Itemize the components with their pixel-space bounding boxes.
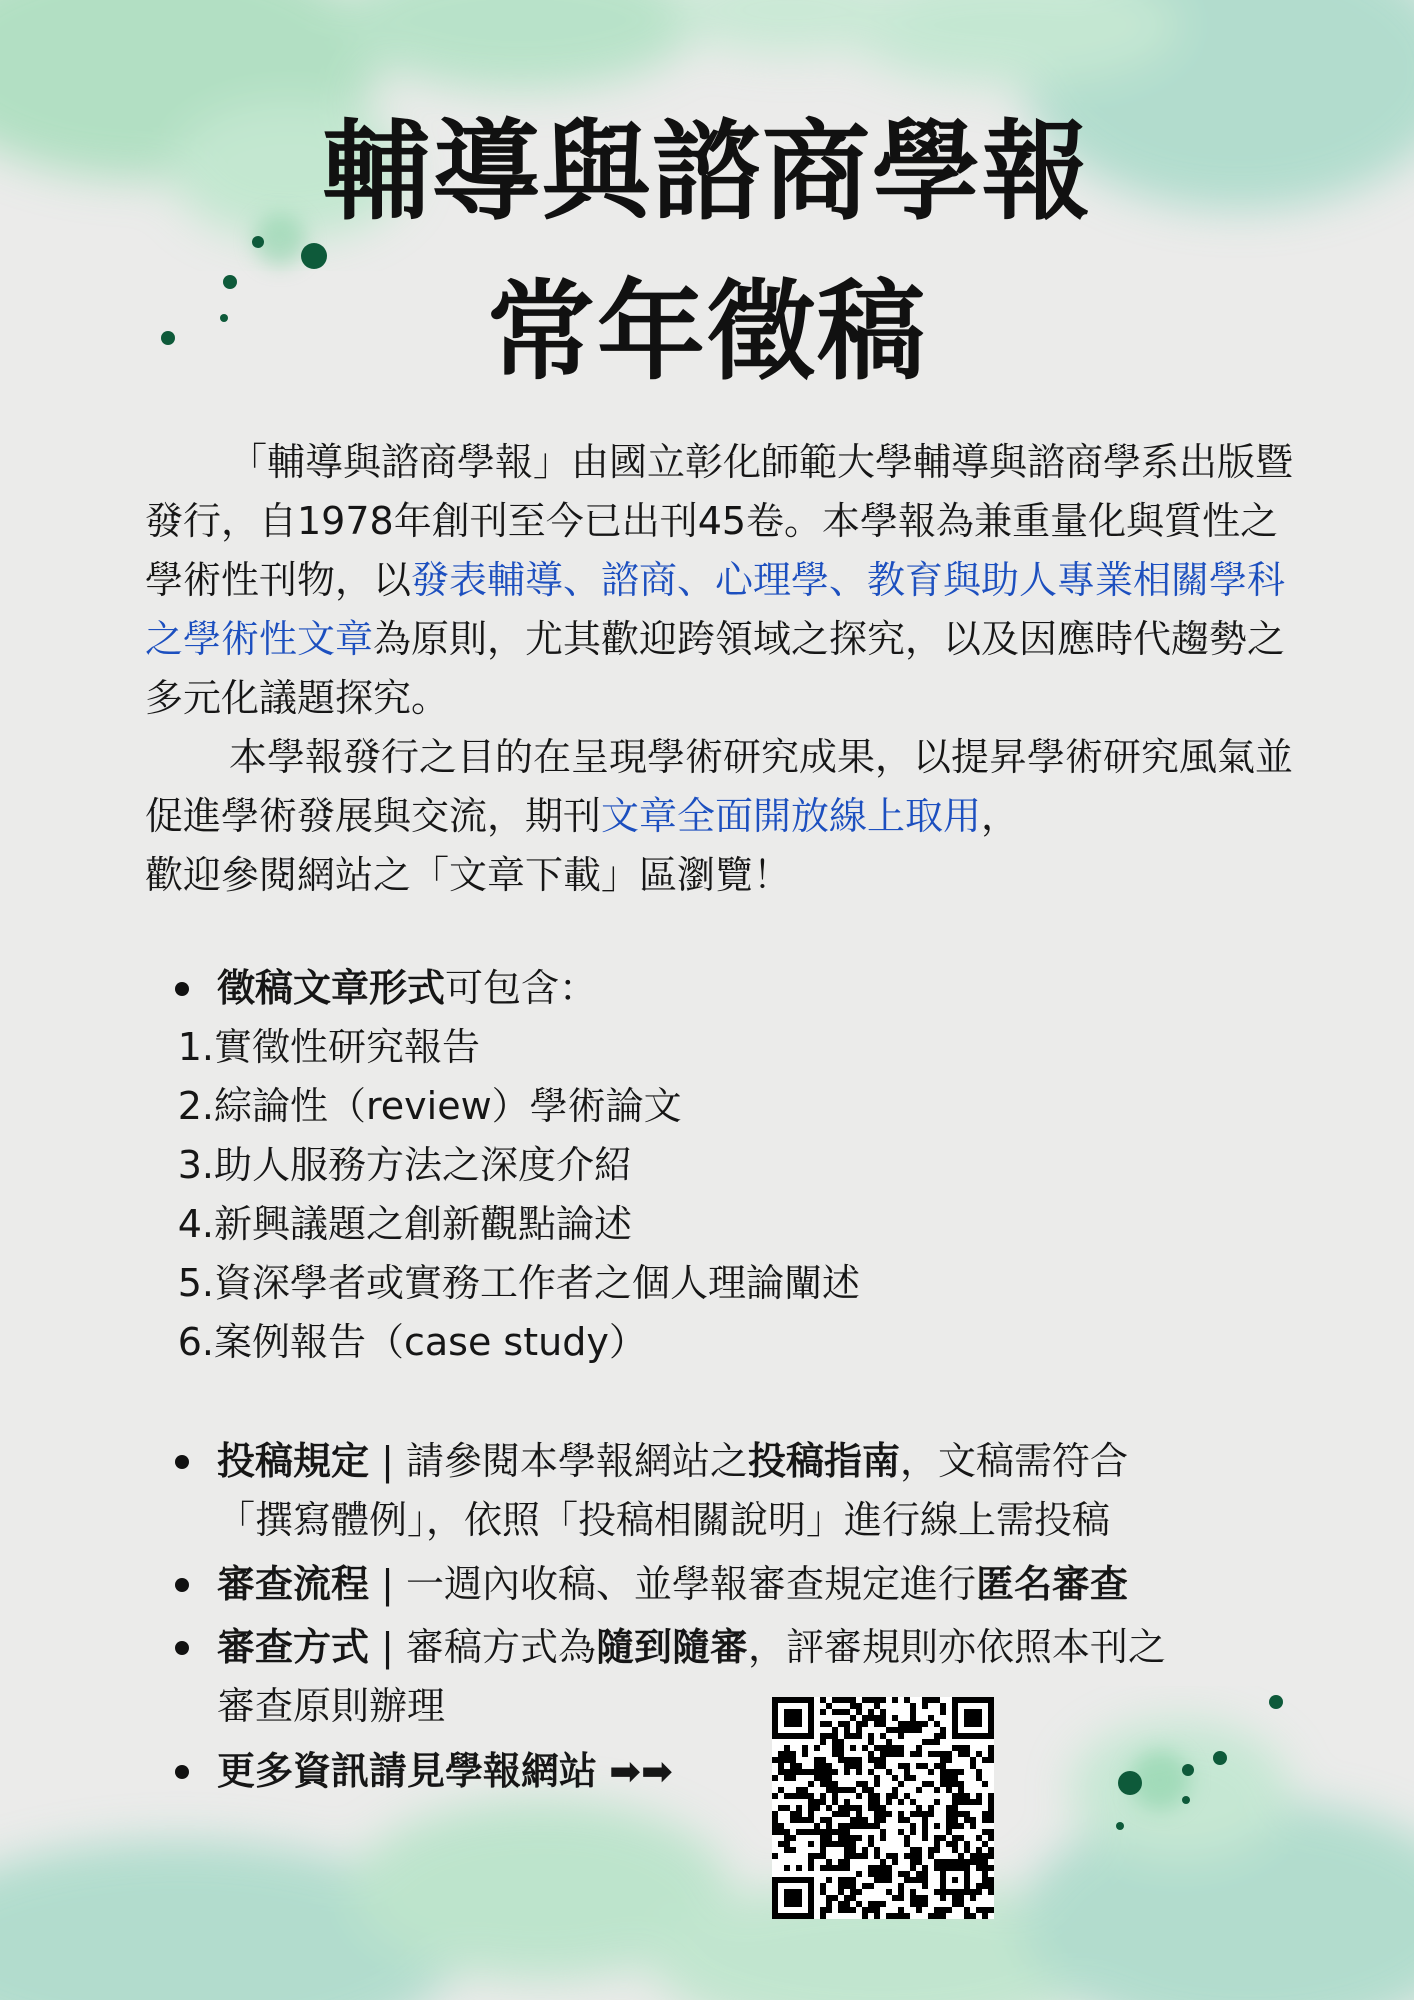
call-for-papers-title: 常年徵稿 (486, 270, 927, 395)
intro-p2-highlight: 文章全面開放線上取用 (601, 794, 982, 838)
review-method-bullet: 審查方式 | 審稿方式為隨到隨審，評審規則亦依照本刊之 (145, 1618, 1166, 1677)
bullet-dot (175, 982, 189, 996)
submission-label: 投稿規定 (217, 1439, 370, 1483)
submission-guide-text: 投稿指南 (748, 1439, 901, 1483)
more-info-label: 更多資訊請見學報網站 (217, 1749, 598, 1793)
review-process-bullet: 審查流程 | 一週內收稿、並學報審查規定進行匿名審查 (145, 1555, 1128, 1614)
forms-list (174, 1018, 860, 1372)
review-method-line2: 審查原則辦理 (217, 1684, 446, 1728)
list-item: 3.助人服務方法之深度介紹 (177, 1143, 633, 1187)
intro-p1-highlight: 發表輔導、諮商、心理學、教育與助人專業相關學科之學術性文章 (145, 558, 1286, 661)
list-item: 6.案例報告（case study） (177, 1320, 647, 1364)
anonymous-review-text: 匿名審查 (976, 1562, 1129, 1606)
submission-rule-bullet: 投稿規定 | 請參閱本學報網站之投稿指南，文稿需符合 (145, 1432, 1128, 1491)
submission-rule-line2: 「撰寫體例」，依照「投稿相關說明」進行線上需投稿 (217, 1498, 1111, 1542)
intro-p2-text-c: 歡迎參閱網站之「文章下載」區瀏覽！ (145, 853, 792, 897)
bullet-dot (175, 1578, 189, 1592)
intro-p1-text-a: 「輔導與諮商學報」由國立彰化師範大學輔導與諮商學系出版暨發行，自1978年創刊至今已出刊45卷。本學報為兼重量化與質性之學術性刊物，以 (145, 440, 1294, 602)
forms-label: 徵稿文章形式 (217, 966, 446, 1010)
intro-p2-text-a: 本學報發行之目的在呈現學術研究成果，以提昇學術研究風氣並促進學術發展與交流，期刊 (145, 735, 1294, 838)
intro-p1-text-b: 為原則，尤其歡迎跨領域之探究，以及因應時代趨勢之多元化議題探究。 (145, 617, 1286, 720)
rolling-review-text: 隨到隨審 (596, 1625, 749, 1669)
journal-title: 輔導與諮商學報 (321, 110, 1092, 235)
list-item: 4.新興議題之創新觀點論述 (177, 1202, 633, 1246)
list-item: 5.資深學者或實務工作者之個人理論闡述 (177, 1261, 861, 1305)
qr-code[interactable] (772, 1697, 994, 1919)
list-item: 1.實徵性研究報告 (177, 1025, 481, 1069)
bullet-dot (175, 1455, 189, 1469)
forms-suffix: 可包含： (445, 966, 598, 1010)
forms-bullet (145, 959, 597, 1018)
review-method-label: 審查方式 (217, 1625, 370, 1669)
intro-paragraph-1 (145, 433, 1295, 728)
intro-text (145, 433, 1295, 905)
arrow-right-icon: ➡➡ (609, 1749, 673, 1793)
review-process-label: 審查流程 (217, 1562, 370, 1606)
more-info-bullet (145, 1742, 673, 1801)
intro-p2-text-b: ， (981, 794, 1020, 838)
intro-paragraph-2 (145, 728, 1295, 905)
bullet-dot (175, 1641, 189, 1655)
bullet-dot (175, 1765, 189, 1779)
list-item: 2.綜論性（review）學術論文 (177, 1084, 682, 1128)
